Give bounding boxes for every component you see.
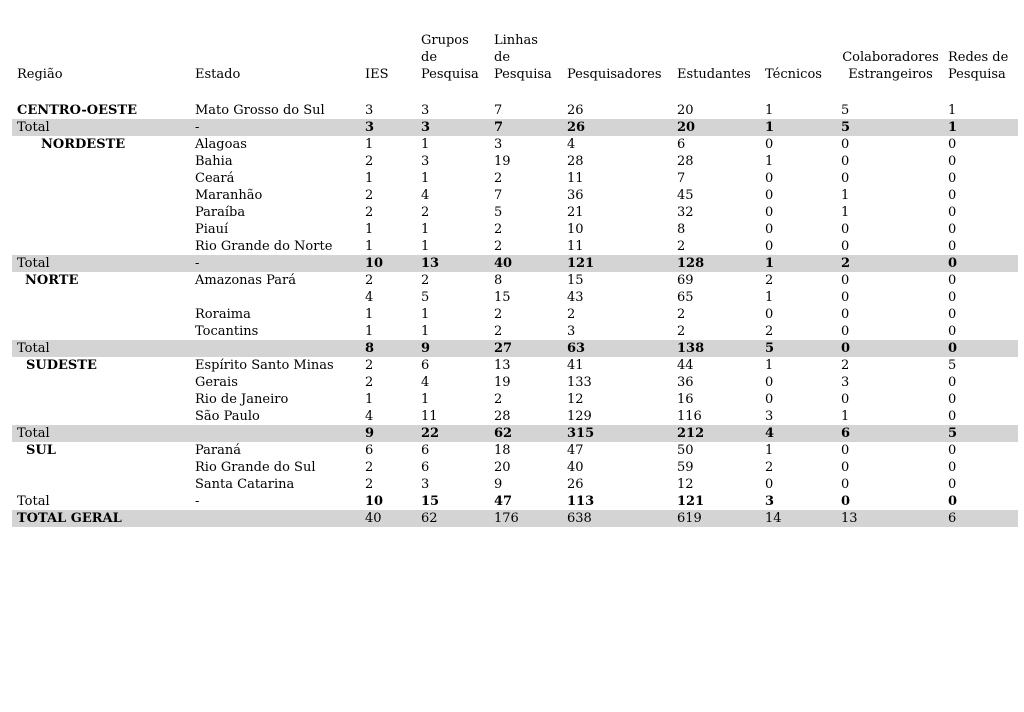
- cell-regiao: Total: [12, 255, 190, 272]
- cell-regiao: [12, 323, 190, 340]
- cell-estado: -: [190, 255, 360, 272]
- cell-estudantes: 59: [677, 460, 694, 475]
- cell-linhas: 27: [489, 340, 562, 357]
- cell-ies: 1: [365, 239, 374, 254]
- cell-regiao: Total: [17, 494, 50, 509]
- cell-tecnicos: 0: [765, 222, 774, 237]
- cell-linhas: 40: [489, 255, 562, 272]
- cell-regiao: SUDESTE: [26, 358, 97, 373]
- cell-estudantes: 116: [677, 409, 702, 424]
- table-row: [12, 306, 1018, 323]
- cell-linhas: 19: [494, 154, 511, 169]
- cell-tecnicos: 0: [765, 188, 774, 203]
- cell-pesquisadores: 15: [567, 273, 584, 288]
- cell-estudantes: 32: [677, 205, 694, 220]
- cell-estudantes: 20: [677, 103, 694, 118]
- cell-colaboradores: 0: [841, 443, 850, 458]
- cell-tecnicos: 0: [765, 137, 774, 152]
- cell-regiao: NORTE: [25, 273, 79, 288]
- cell-redes: 1: [943, 119, 1018, 136]
- table-row: [12, 459, 1018, 476]
- cell-regiao: [12, 374, 190, 391]
- cell-pesquisadores: 63: [562, 340, 672, 357]
- cell-pesquisadores: 12: [567, 392, 584, 407]
- cell-pesquisadores: 41: [567, 358, 584, 373]
- header-ies: IES: [365, 67, 389, 82]
- cell-estado: [190, 289, 360, 306]
- cell-estado: Maranhão: [195, 188, 263, 203]
- cell-regiao: [12, 289, 190, 306]
- total-row: [12, 255, 1018, 272]
- cell-estado: São Paulo: [195, 409, 260, 424]
- header-linhas: Linhas de Pesquisa: [494, 33, 552, 82]
- cell-linhas: 62: [489, 425, 562, 442]
- cell-estado: Bahia: [195, 154, 233, 169]
- cell-redes: 0: [948, 154, 957, 169]
- table-row: [12, 289, 1018, 306]
- cell-linhas: 20: [494, 460, 511, 475]
- cell-linhas: 176: [489, 510, 562, 527]
- cell-estudantes: 2: [677, 324, 686, 339]
- cell-linhas: 7: [494, 103, 503, 118]
- cell-pesquisadores: 315: [562, 425, 672, 442]
- cell-regiao: Total: [12, 340, 190, 357]
- cell-colaboradores: 1: [841, 409, 850, 424]
- table-row: [12, 374, 1018, 391]
- cell-grupos: 6: [421, 358, 430, 373]
- cell-estudantes: 138: [672, 340, 760, 357]
- cell-redes: 0: [948, 477, 957, 492]
- cell-tecnicos: 1: [765, 290, 774, 305]
- cell-tecnicos: 1: [765, 358, 774, 373]
- table-row: [12, 136, 1018, 153]
- cell-estado: [190, 425, 360, 442]
- cell-ies: 3: [365, 103, 374, 118]
- cell-ies: 2: [365, 460, 374, 475]
- cell-pesquisadores: 129: [567, 409, 592, 424]
- cell-colaboradores: 5: [841, 103, 850, 118]
- total-row: [12, 493, 1018, 510]
- cell-tecnicos: 1: [765, 443, 774, 458]
- cell-grupos: 3: [421, 477, 430, 492]
- cell-ies: 2: [365, 273, 374, 288]
- cell-redes: 0: [948, 443, 957, 458]
- cell-linhas: 5: [494, 205, 503, 220]
- cell-pesquisadores: 2: [567, 307, 576, 322]
- total-row: [12, 119, 1018, 136]
- cell-estudantes: 69: [677, 273, 694, 288]
- cell-estudantes: 45: [677, 188, 694, 203]
- cell-regiao: NORDESTE: [41, 137, 126, 152]
- cell-estudantes: 128: [672, 255, 760, 272]
- cell-regiao: [12, 306, 190, 323]
- cell-colaboradores: 0: [841, 460, 850, 475]
- cell-regiao: [12, 221, 190, 238]
- cell-grupos: 2: [421, 273, 430, 288]
- cell-grupos: 62: [416, 510, 489, 527]
- cell-linhas: 18: [494, 443, 511, 458]
- cell-redes: 0: [943, 340, 1018, 357]
- cell-redes: 0: [948, 273, 957, 288]
- cell-linhas: 9: [494, 477, 503, 492]
- cell-ies: 1: [365, 137, 374, 152]
- cell-redes: 0: [948, 324, 957, 339]
- cell-ies: 8: [360, 340, 416, 357]
- cell-estado: Rio Grande do Norte: [195, 239, 333, 254]
- cell-linhas: 2: [494, 307, 503, 322]
- cell-regiao: [12, 408, 190, 425]
- cell-ies: 10: [365, 494, 384, 509]
- cell-tecnicos: 1: [765, 103, 774, 118]
- total-row: [12, 425, 1018, 442]
- cell-linhas: 2: [494, 239, 503, 254]
- cell-redes: 5: [948, 358, 957, 373]
- cell-redes: 0: [948, 307, 957, 322]
- cell-redes: 0: [948, 494, 958, 509]
- cell-redes: 5: [943, 425, 1018, 442]
- cell-pesquisadores: 121: [562, 255, 672, 272]
- cell-tecnicos: 0: [765, 477, 774, 492]
- cell-pesquisadores: 133: [567, 375, 592, 390]
- cell-estado: Amazonas Pará: [195, 273, 296, 288]
- cell-linhas: 7: [489, 119, 562, 136]
- cell-regiao: [12, 204, 190, 221]
- cell-pesquisadores: 11: [567, 239, 584, 254]
- cell-ies: 2: [365, 205, 374, 220]
- cell-grupos: 6: [421, 443, 430, 458]
- cell-ies: 6: [365, 443, 374, 458]
- cell-tecnicos: 3: [765, 494, 775, 509]
- cell-ies: 10: [360, 255, 416, 272]
- cell-linhas: 47: [494, 494, 513, 509]
- cell-estado: Mato Grosso do Sul: [195, 103, 325, 118]
- cell-redes: 0: [948, 137, 957, 152]
- cell-estudantes: 20: [672, 119, 760, 136]
- cell-ies: 2: [365, 358, 374, 373]
- cell-estudantes: 50: [677, 443, 694, 458]
- cell-pesquisadores: 4: [567, 137, 576, 152]
- cell-grupos: 5: [421, 290, 430, 305]
- cell-tecnicos: 4: [760, 425, 836, 442]
- cell-regiao: SUL: [26, 443, 56, 458]
- grand-total-row: [12, 510, 1018, 527]
- cell-grupos: 4: [421, 188, 430, 203]
- cell-tecnicos: 0: [765, 171, 774, 186]
- cell-grupos: 1: [421, 171, 430, 186]
- cell-regiao: [12, 476, 190, 493]
- cell-colaboradores: 2: [836, 255, 943, 272]
- cell-estudantes: 36: [677, 375, 694, 390]
- cell-estudantes: 16: [677, 392, 694, 407]
- table-row: [12, 357, 1018, 374]
- cell-redes: 0: [948, 290, 957, 305]
- cell-grupos: 1: [421, 239, 430, 254]
- cell-estado: Ceará: [195, 171, 235, 186]
- cell-redes: 6: [943, 510, 1018, 527]
- cell-pesquisadores: 10: [567, 222, 584, 237]
- document-page: [12, 0, 1020, 527]
- cell-estado: Santa Catarina: [195, 477, 295, 492]
- cell-redes: 0: [948, 460, 957, 475]
- cell-estado: -: [190, 119, 360, 136]
- cell-estudantes: 28: [677, 154, 694, 169]
- cell-ies: 2: [365, 188, 374, 203]
- header-colaboradores: Colaboradores Estrangeiros: [842, 50, 939, 82]
- cell-grupos: 6: [421, 460, 430, 475]
- cell-grupos: 22: [416, 425, 489, 442]
- table-row: [12, 408, 1018, 425]
- cell-linhas: 8: [494, 273, 503, 288]
- cell-linhas: 2: [494, 171, 503, 186]
- cell-grupos: 1: [421, 307, 430, 322]
- cell-ies: 40: [360, 510, 416, 527]
- cell-tecnicos: 0: [765, 392, 774, 407]
- cell-pesquisadores: 43: [567, 290, 584, 305]
- cell-grupos: 11: [421, 409, 438, 424]
- table-row: [12, 204, 1018, 221]
- cell-linhas: 19: [494, 375, 511, 390]
- cell-regiao: [12, 187, 190, 204]
- header-row: [12, 0, 1018, 102]
- cell-estudantes: 2: [677, 239, 686, 254]
- cell-colaboradores: 0: [841, 392, 850, 407]
- table-row: [12, 153, 1018, 170]
- cell-estado: Alagoas: [195, 137, 247, 152]
- table-body: [12, 102, 1018, 527]
- cell-redes: 0: [948, 375, 957, 390]
- header-regiao: Região: [17, 67, 63, 82]
- cell-pesquisadores: 21: [567, 205, 584, 220]
- cell-colaboradores: 2: [841, 358, 850, 373]
- cell-ies: 2: [365, 375, 374, 390]
- cell-estado: [190, 340, 360, 357]
- table-row: [12, 238, 1018, 255]
- cell-colaboradores: 0: [841, 171, 850, 186]
- cell-pesquisadores: 26: [567, 103, 584, 118]
- table-row: [12, 187, 1018, 204]
- cell-tecnicos: 2: [765, 273, 774, 288]
- cell-tecnicos: 0: [765, 239, 774, 254]
- cell-linhas: 28: [494, 409, 511, 424]
- header-pesquisadores: Pesquisadores: [567, 67, 662, 82]
- cell-colaboradores: 3: [841, 375, 850, 390]
- header-tecnicos: Técnicos: [765, 67, 822, 82]
- cell-redes: 0: [948, 239, 957, 254]
- cell-redes: 0: [948, 409, 957, 424]
- cell-linhas: 7: [494, 188, 503, 203]
- cell-colaboradores: 0: [841, 477, 850, 492]
- cell-colaboradores: 0: [841, 290, 850, 305]
- cell-ies: 1: [365, 392, 374, 407]
- table-row: [12, 476, 1018, 493]
- cell-grupos: 1: [421, 324, 430, 339]
- cell-pesquisadores: 28: [567, 154, 584, 169]
- cell-redes: 0: [948, 171, 957, 186]
- cell-colaboradores: 1: [841, 205, 850, 220]
- cell-regiao: Total: [12, 119, 190, 136]
- cell-colaboradores: 6: [836, 425, 943, 442]
- cell-colaboradores: 0: [841, 273, 850, 288]
- cell-redes: 0: [948, 392, 957, 407]
- table-row: [12, 323, 1018, 340]
- cell-pesquisadores: 11: [567, 171, 584, 186]
- cell-ies: 1: [365, 222, 374, 237]
- header-redes: Redes de Pesquisa: [948, 50, 1009, 82]
- cell-grupos: 3: [416, 119, 489, 136]
- total-row: [12, 340, 1018, 357]
- cell-grupos: 15: [421, 494, 440, 509]
- cell-ies: 3: [360, 119, 416, 136]
- cell-colaboradores: 0: [841, 307, 850, 322]
- cell-estado: Paraná: [195, 443, 242, 458]
- cell-estudantes: 7: [677, 171, 686, 186]
- cell-grupos: 3: [421, 103, 430, 118]
- cell-estado: Rio Grande do Sul: [195, 460, 316, 475]
- cell-regiao: TOTAL GERAL: [12, 510, 190, 527]
- cell-pesquisadores: 113: [567, 494, 595, 509]
- cell-grupos: 1: [421, 137, 430, 152]
- cell-tecnicos: 1: [760, 119, 836, 136]
- cell-ies: 4: [365, 409, 374, 424]
- cell-grupos: 13: [416, 255, 489, 272]
- header-estudantes: Estudantes: [677, 67, 751, 82]
- cell-redes: 0: [948, 205, 957, 220]
- cell-estudantes: 65: [677, 290, 694, 305]
- cell-colaboradores: 0: [841, 137, 850, 152]
- cell-ies: 9: [360, 425, 416, 442]
- cell-estudantes: 44: [677, 358, 694, 373]
- cell-estudantes: 619: [672, 510, 760, 527]
- cell-estudantes: 212: [672, 425, 760, 442]
- cell-pesquisadores: 36: [567, 188, 584, 203]
- cell-estado: -: [195, 494, 200, 509]
- cell-ies: 1: [365, 307, 374, 322]
- cell-estudantes: 6: [677, 137, 686, 152]
- cell-tecnicos: 2: [765, 324, 774, 339]
- cell-tecnicos: 14: [760, 510, 836, 527]
- cell-tecnicos: 1: [765, 154, 774, 169]
- cell-estudantes: 8: [677, 222, 686, 237]
- cell-colaboradores: 0: [836, 340, 943, 357]
- cell-colaboradores: 0: [841, 324, 850, 339]
- cell-estudantes: 12: [677, 477, 694, 492]
- cell-linhas: 2: [494, 222, 503, 237]
- cell-grupos: 1: [421, 392, 430, 407]
- cell-estado: Piauí: [195, 222, 229, 237]
- cell-regiao: Total: [12, 425, 190, 442]
- cell-redes: 0: [943, 255, 1018, 272]
- cell-colaboradores: 0: [841, 154, 850, 169]
- cell-colaboradores: 13: [836, 510, 943, 527]
- cell-redes: 1: [948, 103, 957, 118]
- cell-pesquisadores: 26: [562, 119, 672, 136]
- cell-regiao: [12, 459, 190, 476]
- table-row: [12, 102, 1018, 119]
- cell-estado: Tocantins: [195, 324, 259, 339]
- cell-pesquisadores: 3: [567, 324, 576, 339]
- cell-linhas: 2: [494, 392, 503, 407]
- cell-ies: 4: [365, 290, 374, 305]
- cell-tecnicos: 0: [765, 205, 774, 220]
- cell-regiao: CENTRO-OESTE: [17, 103, 138, 118]
- cell-linhas: 15: [494, 290, 511, 305]
- cell-tecnicos: 2: [765, 460, 774, 475]
- table-row: [12, 272, 1018, 289]
- cell-linhas: 13: [494, 358, 511, 373]
- cell-colaboradores: 1: [841, 188, 850, 203]
- cell-estudantes: 2: [677, 307, 686, 322]
- cell-grupos: 2: [421, 205, 430, 220]
- cell-tecnicos: 5: [760, 340, 836, 357]
- cell-ies: 1: [365, 324, 374, 339]
- cell-grupos: 4: [421, 375, 430, 390]
- header-grupos: Grupos de Pesquisa: [421, 33, 479, 82]
- table-row: [12, 170, 1018, 187]
- table-row: [12, 221, 1018, 238]
- cell-grupos: 1: [421, 222, 430, 237]
- cell-colaboradores: 0: [841, 494, 851, 509]
- cell-pesquisadores: 26: [567, 477, 584, 492]
- table-row: [12, 391, 1018, 408]
- cell-estado: Gerais: [195, 375, 238, 390]
- cell-estado: Rio de Janeiro: [195, 392, 289, 407]
- cell-linhas: 2: [494, 324, 503, 339]
- cell-pesquisadores: 638: [562, 510, 672, 527]
- cell-redes: 0: [948, 188, 957, 203]
- cell-linhas: 3: [494, 137, 503, 152]
- cell-grupos: 3: [421, 154, 430, 169]
- cell-ies: 2: [365, 154, 374, 169]
- cell-tecnicos: 0: [765, 307, 774, 322]
- cell-estudantes: 121: [677, 494, 705, 509]
- cell-pesquisadores: 47: [567, 443, 584, 458]
- cell-colaboradores: 0: [841, 239, 850, 254]
- cell-regiao: [12, 238, 190, 255]
- cell-estado: [190, 510, 360, 527]
- cell-tecnicos: 3: [765, 409, 774, 424]
- header-estado: Estado: [195, 67, 241, 82]
- cell-estado: Paraíba: [195, 205, 246, 220]
- cell-tecnicos: 0: [765, 375, 774, 390]
- cell-ies: 2: [365, 477, 374, 492]
- cell-estado: Espírito Santo Minas: [195, 358, 334, 373]
- cell-colaboradores: 0: [841, 222, 850, 237]
- cell-redes: 0: [948, 222, 957, 237]
- research-table: [12, 0, 1018, 527]
- cell-pesquisadores: 40: [567, 460, 584, 475]
- cell-estado: Roraima: [195, 307, 251, 322]
- cell-regiao: [12, 391, 190, 408]
- cell-grupos: 9: [416, 340, 489, 357]
- cell-colaboradores: 5: [836, 119, 943, 136]
- cell-ies: 1: [365, 171, 374, 186]
- cell-regiao: [12, 153, 190, 170]
- cell-regiao: [12, 170, 190, 187]
- table-row: [12, 442, 1018, 459]
- cell-tecnicos: 1: [760, 255, 836, 272]
